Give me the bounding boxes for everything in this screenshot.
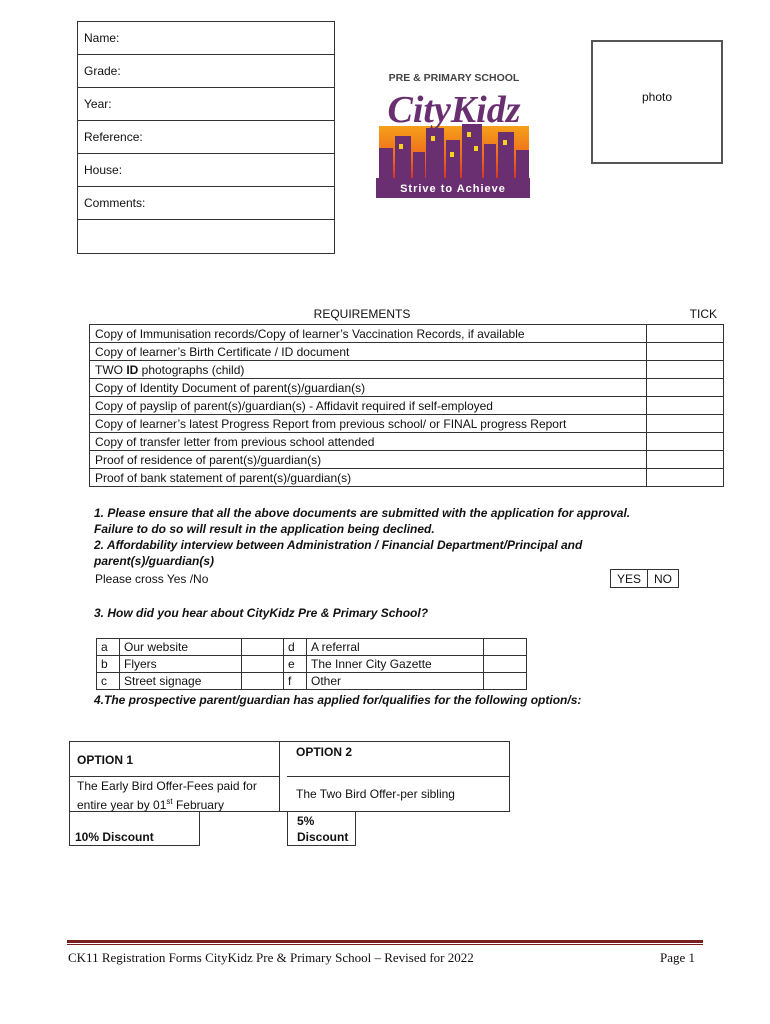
page-number: Page 1 xyxy=(660,950,696,965)
option-1-title: OPTION 1 xyxy=(77,753,134,767)
requirement-item: Copy of learner’s latest Progress Report from previous school/ or FINAL progress Report xyxy=(90,415,647,433)
option-1-desc-date: entire year by 01 xyxy=(77,798,167,812)
comments-field[interactable] xyxy=(78,187,334,220)
option-2-desc-cell xyxy=(287,776,510,812)
option-2-description: The Two Bird Offer-per sibling xyxy=(296,787,455,801)
citykidz-logo-image xyxy=(374,70,534,202)
table-row xyxy=(90,379,724,397)
requirement-item: Copy of Identity Document of parent(s)/guardian(s) xyxy=(90,379,647,397)
year-field[interactable] xyxy=(78,88,334,121)
name-label: Name: xyxy=(84,31,120,45)
option-2-discount-value: 5% xyxy=(297,814,315,828)
table-row xyxy=(97,673,527,690)
option-check-cell[interactable] xyxy=(242,656,284,673)
table-row xyxy=(90,469,724,487)
option-key: f xyxy=(284,673,307,690)
option-check-cell[interactable] xyxy=(484,639,527,656)
house-field[interactable] xyxy=(78,154,334,187)
photo-label: photo xyxy=(641,90,673,104)
option-key: e xyxy=(284,656,307,673)
option-label: Other xyxy=(307,673,484,690)
option-2-discount xyxy=(297,813,348,845)
comments-label: Comments: xyxy=(84,196,146,210)
tick-cell[interactable] xyxy=(647,379,724,397)
yes-no-table xyxy=(610,569,679,588)
option-key: b xyxy=(97,656,120,673)
requirement-item: Copy of payslip of parent(s)/guardian(s) - Affidavit required if self-employed xyxy=(90,397,647,415)
footer-text: CK11 Registration Forms CityKidz Pre & Primary School – Revised for 2022 xyxy=(68,950,474,965)
option-check-cell[interactable] xyxy=(242,673,284,690)
name-field[interactable] xyxy=(78,22,334,55)
option-2-header-cell xyxy=(287,741,510,777)
tick-cell[interactable] xyxy=(647,361,724,379)
tick-cell[interactable] xyxy=(647,325,724,343)
option-key: c xyxy=(97,673,120,690)
note-1: 1. Please ensure that all the above documents are submitted with the application for approval. Failure to do so will result in the application being declined. xyxy=(94,506,631,536)
option-1-desc-month: February xyxy=(172,798,224,812)
house-label: House: xyxy=(84,163,123,177)
option-check-cell[interactable] xyxy=(484,673,527,690)
tick-cell[interactable] xyxy=(647,343,724,361)
no-box[interactable]: NO xyxy=(648,570,679,588)
option-2-discount-cell[interactable] xyxy=(287,811,356,846)
option-label: Our website xyxy=(120,639,242,656)
school-logo xyxy=(374,70,534,202)
cross-instruction: Please cross Yes /No xyxy=(95,572,209,586)
footer-rule-thick xyxy=(67,940,703,943)
grade-field[interactable] xyxy=(78,55,334,88)
option-2-title: OPTION 2 xyxy=(296,745,353,759)
table-row xyxy=(90,361,724,379)
requirement-item: Copy of Immunisation records/Copy of learner’s Vaccination Records, if available xyxy=(90,325,647,343)
notes-block xyxy=(94,505,654,569)
logo-top-text: PRE & PRIMARY SCHOOL xyxy=(388,72,520,84)
referral-options-table xyxy=(96,638,527,690)
tick-header: TICK xyxy=(689,307,717,321)
table-row xyxy=(97,656,527,673)
requirement-item: Copy of learner’s Birth Certificate / ID document xyxy=(90,343,647,361)
option-check-cell[interactable] xyxy=(242,639,284,656)
table-row xyxy=(90,343,724,361)
note-2: 2. Affordability interview between Administration / Financial Department/Principal and parent(s)/guardian(s) xyxy=(94,538,583,568)
year-label: Year: xyxy=(84,97,112,111)
table-row xyxy=(90,397,724,415)
option-separator xyxy=(280,741,287,812)
option-key: a xyxy=(97,639,120,656)
option-check-cell[interactable] xyxy=(484,656,527,673)
option-1-desc-sup: st xyxy=(166,797,173,806)
question-3: 3. How did you hear about CityKidz Pre & Primary School? xyxy=(94,606,429,620)
comments-extra-field[interactable] xyxy=(78,220,334,253)
option-key: d xyxy=(284,639,307,656)
option-1-discount: 10% Discount xyxy=(75,830,154,844)
applicant-info-table xyxy=(77,21,335,254)
option-1-header-cell xyxy=(69,741,280,777)
table-row xyxy=(90,415,724,433)
option-label: A referral xyxy=(307,639,484,656)
table-row xyxy=(90,433,724,451)
tick-cell[interactable] xyxy=(647,397,724,415)
requirements-table xyxy=(89,324,724,487)
option-label: Street signage xyxy=(120,673,242,690)
tick-cell[interactable] xyxy=(647,451,724,469)
table-row xyxy=(90,325,724,343)
requirement-item: Copy of transfer letter from previous school attended xyxy=(90,433,647,451)
requirements-header: REQUIREMENTS xyxy=(313,307,411,321)
tick-cell[interactable] xyxy=(647,469,724,487)
requirement-item: Proof of bank statement of parent(s)/guardian(s) xyxy=(90,469,647,487)
logo-tagline: Strive to Achieve xyxy=(400,183,506,195)
option-1-discount-cell[interactable] xyxy=(69,811,200,846)
logo-brand-text: CityKidz xyxy=(387,89,521,131)
option-label: Flyers xyxy=(120,656,242,673)
tick-cell[interactable] xyxy=(647,415,724,433)
reference-field[interactable] xyxy=(78,121,334,154)
requirement-item: Proof of residence of parent(s)/guardian(s) xyxy=(90,451,647,469)
option-1-desc-cell xyxy=(69,776,280,812)
question-4: 4.The prospective parent/guardian has applied for/qualifies for the following option/s: xyxy=(94,693,582,707)
table-row xyxy=(90,451,724,469)
tick-cell[interactable] xyxy=(647,433,724,451)
reference-label: Reference: xyxy=(84,130,143,144)
id-emphasis: ID xyxy=(126,362,139,377)
option-label: The Inner City Gazette xyxy=(307,656,484,673)
option-1-desc-line-1: The Early Bird Offer-Fees paid for xyxy=(77,779,257,793)
option-2-discount-word: Discount xyxy=(297,830,349,844)
photo-box[interactable] xyxy=(591,40,723,164)
footer-rule-thin xyxy=(67,944,703,945)
requirement-item: TWO ID photographs (child) xyxy=(90,361,647,379)
grade-label: Grade: xyxy=(84,64,121,78)
table-row xyxy=(97,639,527,656)
option-1-description xyxy=(77,778,257,813)
yes-box[interactable]: YES xyxy=(611,570,648,588)
